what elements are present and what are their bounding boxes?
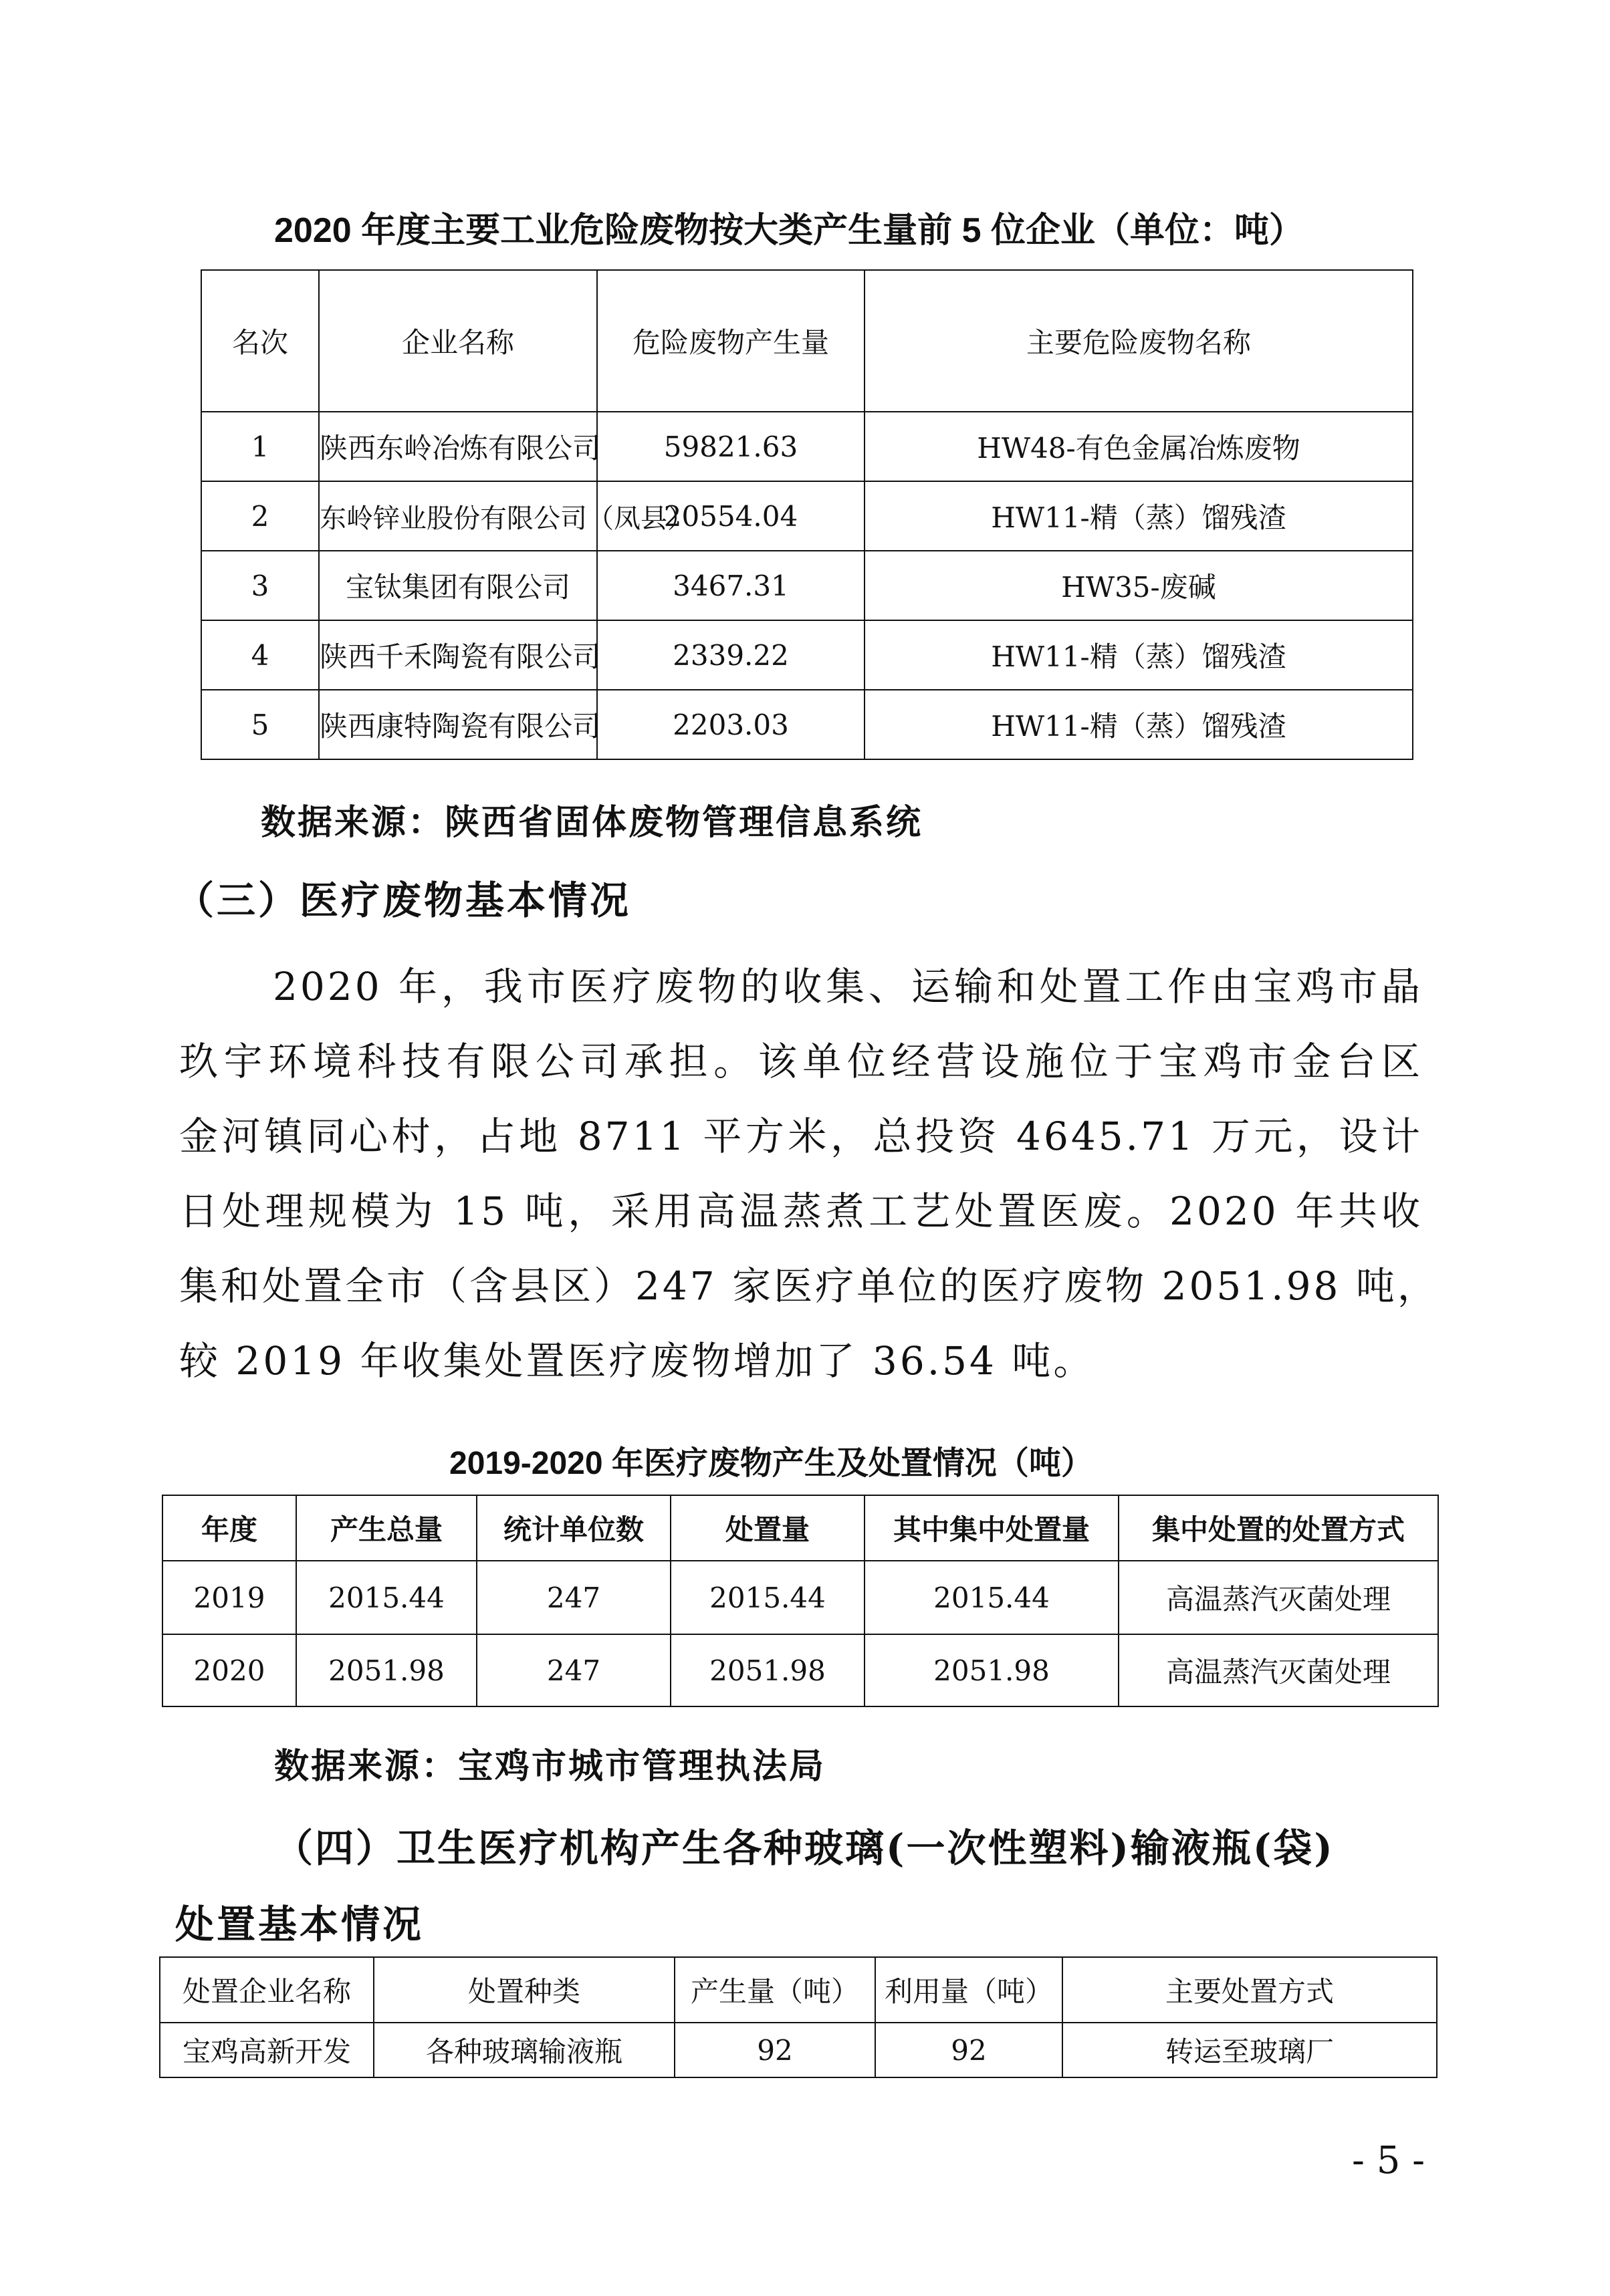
table-cell: HW11-精（蒸）馏残渣 — [865, 481, 1413, 551]
table-cell: 5 — [201, 690, 319, 759]
table-cell: 4 — [201, 620, 319, 690]
table-cell: 高温蒸汽灭菌处理 — [1119, 1561, 1438, 1634]
table-row — [201, 620, 1413, 690]
table-row — [160, 2023, 1437, 2077]
table1-header-row — [201, 270, 1413, 412]
table-cell: 2203.03 — [597, 690, 865, 759]
table-cell: 2015.44 — [671, 1561, 865, 1634]
table-row — [162, 1634, 1438, 1706]
table-cell: 2051.98 — [671, 1634, 865, 1706]
table-cell: 2339.22 — [597, 620, 865, 690]
table3-header-cell: 产生量（吨） — [675, 1957, 875, 2023]
paragraph-line: 日处理规模为 15 吨，采用高温蒸煮工艺处置医废。2020 年共收 — [179, 1188, 1423, 1234]
paragraph-line: 2020 年，我市医疗废物的收集、运输和处置工作由宝鸡市晶 — [273, 964, 1423, 1009]
table-cell: 2 — [201, 481, 319, 551]
table-cell: 陕西康特陶瓷有限公司 — [319, 690, 597, 759]
table-cell: 20554.04 — [597, 481, 865, 551]
table-cell: 2051.98 — [865, 1634, 1119, 1706]
table3-header-cell: 利用量（吨） — [875, 1957, 1062, 2023]
table1-header-cell: 企业名称 — [319, 270, 597, 412]
table2 — [162, 1495, 1439, 1707]
paragraph-line: 集和处置全市（含县区）247 家医疗单位的医疗废物 2051.98 吨， — [179, 1263, 1439, 1309]
table1-source: 数据来源：陕西省固体废物管理信息系统 — [261, 802, 923, 843]
table3-header-cell: 主要处置方式 — [1062, 1957, 1437, 2023]
table-cell: 59821.63 — [597, 412, 865, 481]
table-cell: 2019 — [162, 1561, 296, 1634]
table-cell: 2015.44 — [296, 1561, 477, 1634]
table-cell: 2051.98 — [296, 1634, 477, 1706]
table-cell: 转运至玻璃厂 — [1062, 2023, 1437, 2077]
section3-paragraph — [179, 949, 1439, 1398]
table-cell: 2020 — [162, 1634, 296, 1706]
table2-header-cell: 处置量 — [671, 1495, 865, 1561]
table2-header-cell: 集中处置的处置方式 — [1119, 1495, 1438, 1561]
table2-header-cell: 年度 — [162, 1495, 296, 1561]
table3-header-cell: 处置企业名称 — [160, 1957, 374, 2023]
table-row — [201, 690, 1413, 759]
table-cell: 1 — [201, 412, 319, 481]
table-cell: HW11-精（蒸）馏残渣 — [865, 690, 1413, 759]
table1-header-cell: 名次 — [201, 270, 319, 412]
section3-heading: （三）医疗废物基本情况 — [175, 878, 632, 923]
table-cell: 陕西东岭冶炼有限公司 — [319, 412, 597, 481]
table-cell: 247 — [477, 1634, 671, 1706]
table-cell: 东岭锌业股份有限公司（凤县） — [319, 481, 597, 551]
table-cell: 247 — [477, 1561, 671, 1634]
table1-header-cell: 主要危险废物名称 — [865, 270, 1413, 412]
section4-heading-continued: 处置基本情况 — [175, 1902, 425, 1947]
table-cell: HW11-精（蒸）馏残渣 — [865, 620, 1413, 690]
table-cell: 2015.44 — [865, 1561, 1119, 1634]
table-row — [201, 412, 1413, 481]
table-row — [201, 481, 1413, 551]
paragraph-line: 较 2019 年收集处置医疗废物增加了 36.54 吨。 — [179, 1338, 1095, 1384]
table-cell: 宝钛集团有限公司 — [319, 551, 597, 620]
paragraph-line: 玖宇环境科技有限公司承担。该单位经营设施位于宝鸡市金台区 — [179, 1039, 1423, 1084]
table-cell: 高温蒸汽灭菌处理 — [1119, 1634, 1438, 1706]
table2-source: 数据来源：宝鸡市城市管理执法局 — [274, 1746, 826, 1787]
table-cell: HW48-有色金属冶炼废物 — [865, 412, 1413, 481]
table-cell: 92 — [875, 2023, 1062, 2077]
page-number: - 5 - — [1352, 2139, 1425, 2182]
table-row — [162, 1561, 1438, 1634]
table-cell: 3467.31 — [597, 551, 865, 620]
table-cell: 宝鸡高新开发 — [160, 2023, 374, 2077]
table-cell: HW35-废碱 — [865, 551, 1413, 620]
table-cell: 92 — [675, 2023, 875, 2077]
table-cell: 各种玻璃输液瓶 — [374, 2023, 675, 2077]
table-cell: 陕西千禾陶瓷有限公司 — [319, 620, 597, 690]
section4-heading: （四）卫生医疗机构产生各种玻璃(一次性塑料)输液瓶(袋) — [274, 1825, 1335, 1871]
table2-header-cell: 统计单位数 — [477, 1495, 671, 1561]
table-cell: 3 — [201, 551, 319, 620]
table1 — [201, 269, 1413, 760]
table2-header-cell: 其中集中处置量 — [865, 1495, 1119, 1561]
table2-caption: 2019-2020 年医疗废物产生及处置情况（吨） — [449, 1446, 1093, 1481]
table-row — [201, 551, 1413, 620]
table1-caption: 2020 年度主要工业危险废物按大类产生量前 5 位企业（单位：吨） — [274, 211, 1304, 250]
paragraph-line: 金河镇同心村，占地 8711 平方米，总投资 4645.71 万元，设计 — [179, 1114, 1423, 1159]
table3-header-row — [160, 1957, 1437, 2023]
table3 — [159, 1956, 1438, 2078]
table3-header-cell: 处置种类 — [374, 1957, 675, 2023]
table2-header-row — [162, 1495, 1438, 1561]
table1-header-cell: 危险废物产生量 — [597, 270, 865, 412]
table2-header-cell: 产生总量 — [296, 1495, 477, 1561]
